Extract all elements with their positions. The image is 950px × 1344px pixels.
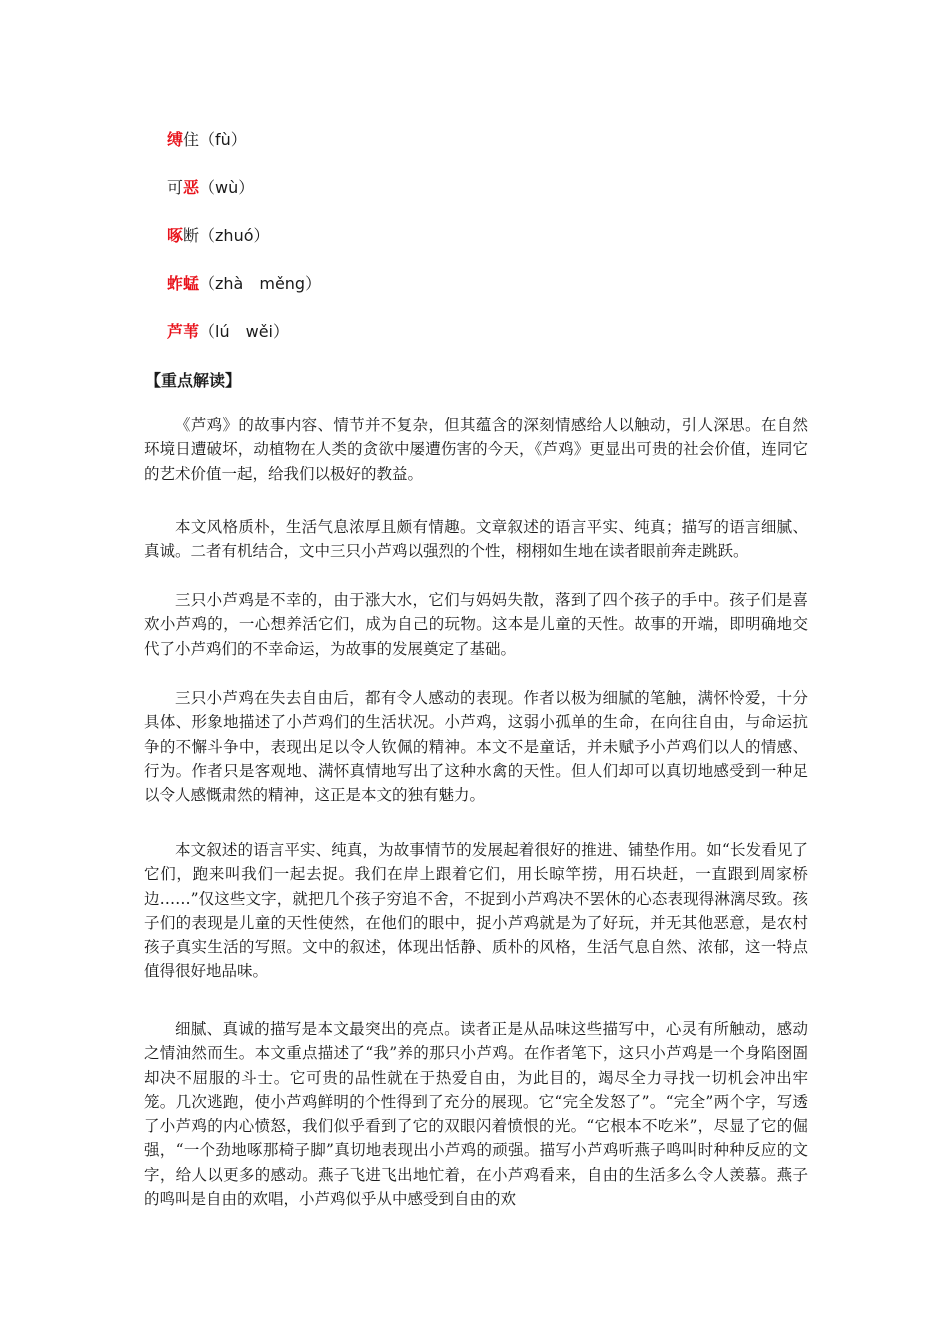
- vocab-pinyin: （zhà měng）: [199, 274, 322, 293]
- paragraph-1: 《芦鸡》的故事内容、情节并不复杂，但其蕴含的深刻情感给人以触动，引人深思。在自然环境日遭破坏，动植物在人类的贪欲中屡遭伤害的今天，《芦鸡》更显出可贵的社会价值，连同它的艺术价值一起，给我们以极好的教益。: [144, 416, 808, 483]
- vocab-item-zhameng: [167, 274, 321, 294]
- vocab-highlight: 恶: [183, 178, 200, 197]
- vocab-pinyin: （lú wěi）: [199, 322, 289, 341]
- section-heading: 【重点解读】: [145, 371, 242, 390]
- vocab-rest: 断: [183, 226, 200, 245]
- paragraph-2: 本文风格质朴，生活气息浓厚且颇有情趣。文章叙述的语言平实、纯真；描写的语言细腻、真诚。二者有机结合，文中三只小芦鸡以强烈的个性，栩栩如生地在读者眼前奔走跳跃。: [144, 518, 808, 561]
- paragraph-3: 三只小芦鸡是不幸的，由于涨大水，它们与妈妈失散，落到了四个孩子的手中。孩子们是喜欢小芦鸡的，一心想养活它们，成为自己的玩物。这本是儿童的天性。故事的开端，即明确地交代了小芦鸡们的不幸命运，为故事的发展奠定了基础。: [144, 591, 808, 658]
- vocab-highlight: 芦苇: [167, 322, 200, 341]
- vocab-item-fu: [167, 130, 247, 150]
- vocab-highlight: 缚: [167, 130, 184, 149]
- vocab-highlight: 蚱蜢: [167, 274, 200, 293]
- vocab-pinyin: （wù）: [199, 178, 255, 197]
- vocab-pinyin: （fù）: [199, 130, 247, 149]
- vocab-highlight: 啄: [167, 226, 184, 245]
- vocab-pinyin: （zhuó）: [199, 226, 270, 245]
- vocab-item-luwei: [167, 322, 289, 342]
- vocab-prefix: 可: [167, 178, 184, 197]
- vocab-item-wu: [167, 178, 254, 198]
- paragraph-5: 本文叙述的语言平实、纯真，为故事情节的发展起着很好的推进、铺垫作用。如“长发看见了它们，跑来叫我们一起去捉。我们在岸上跟着它们，用长晾竿捞，用石块赶，一直跟到周家桥边……”仅这些文字，就把几个孩子穷追不舍，不捉到小芦鸡决不罢休的心态表现得淋漓尽致。孩子们的表现是儿童的天性使然，在他们的眼中，捉小芦鸡就是为了好玩，并无其他恶意，是农村孩子真实生活的写照。文中的叙述，体现出恬静、质朴的风格，生活气息自然、浓郁，这一特点值得很好地品味。: [144, 841, 808, 981]
- paragraph-6: 细腻、真诚的描写是本文最突出的亮点。读者正是从品味这些描写中，心灵有所触动，感动之情油然而生。本文重点描述了“我”养的那只小芦鸡。在作者笔下，这只小芦鸡是一个身陷囹圄却决不屈服的斗士。它可贵的品性就在于热爱自由，为此目的，竭尽全力寻找一切机会冲出牢笼。几次逃跑，使小芦鸡鲜明的个性得到了充分的展现。它“完全发怒了”。“完全”两个字，写透了小芦鸡的内心愤怒，我们似乎看到了它的双眼闪着愤恨的光。“它根本不吃米”，尽显了它的倔强，“一个劲地啄那椅子脚”真切地表现出小芦鸡的顽强。描写小芦鸡听燕子鸣叫时种种反应的文字，给人以更多的感动。燕子飞进飞出地忙着，在小芦鸡看来，自由的生活多么令人羡慕。燕子的鸣叫是自由的欢唱，小芦鸡似乎从中感受到自由的欢: [144, 1020, 808, 1209]
- vocab-item-zhuo: [167, 226, 270, 246]
- vocab-rest: 住: [183, 130, 200, 149]
- paragraph-4: 三只小芦鸡在失去自由后，都有令人感动的表现。作者以极为细腻的笔触，满怀怜爱，十分具体、形象地描述了小芦鸡们的生活状况。小芦鸡，这弱小孤单的生命，在向往自由，与命运抗争的不懈斗争中，表现出足以令人钦佩的精神。本文不是童话，并未赋予小芦鸡们以人的情感、行为。作者只是客观地、满怀真情地写出了这种水禽的天性。但人们却可以真切地感受到一种足以令人感慨肃然的精神，这正是本文的独有魅力。: [144, 689, 808, 805]
